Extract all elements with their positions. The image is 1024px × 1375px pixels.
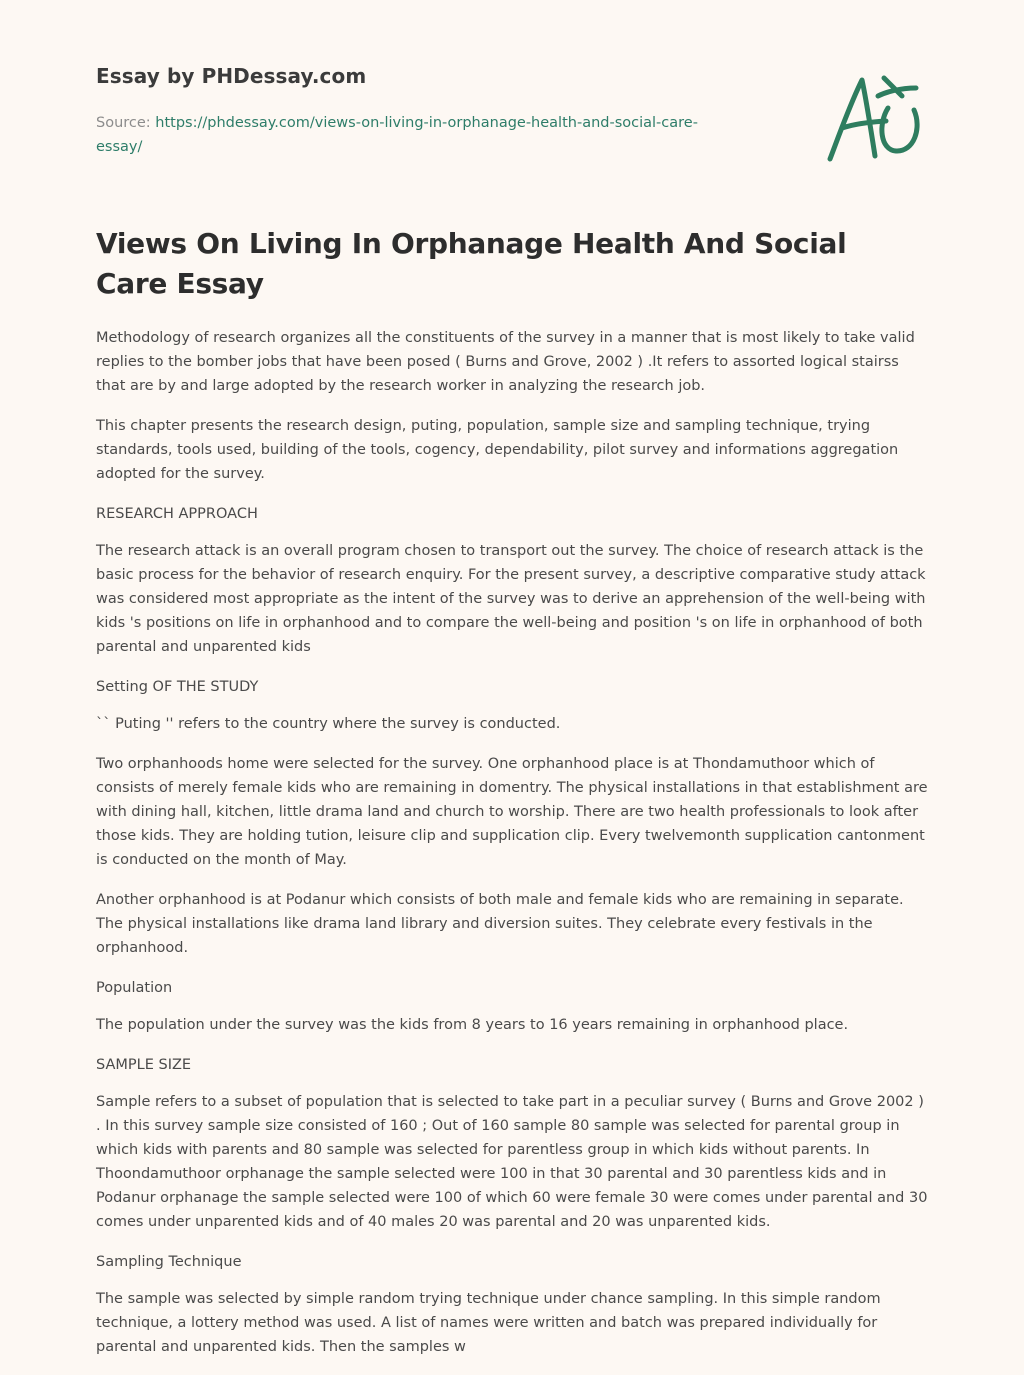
paragraph: The research attack is an overall program chosen to transport out the survey. The choice of research attack is the basic process for the behavior of research enquiry. For the present survey, a descriptive comparative study attack was considered most appropriate as the intent of the survey was to derive an apprehension of the well-being with kids 's positions on life in orphanhood and to compare the well-being and position 's on life in orphanhood of both parental and unparented kids — [96, 543, 926, 655]
paragraph: Sample refers to a subset of population that is selected to take part in a peculiar survey ( Burns and Grove 2002 ) . In this survey sample size consisted of 160 ; Out of 160 sample 80 sample was selected for parental group in which kids with parents and 80 sample was selected for parentless group in which kids without parents. In Thoondamuthoor orphanage the sample selected were 100 in that 30 parental and 30 parentless kids and in Podanur orphanage the sample selected were 100 of which 60 were female 30 were comes under parental and 30 comes under unparented kids and of 40 males 20 was parental and 20 was unparented kids. — [96, 1094, 928, 1230]
paragraph: The sample was selected by simple random trying technique under chance sampling. In this simple random technique, a lottery method was used. A list of names were written and batch was prepared individually for parental and unparented kids. Then the samples w — [96, 1291, 881, 1355]
paragraph: Two orphanhoods home were selected for the survey. One orphanhood place is at Thondamuthoor which of consists of merely female kids who are remaining in domentry. The physical installations in that establishment are with dining hall, kitchen, little drama land and church to worship. There are two health professionals to look after those kids. They are holding tution, leisure clip and supplication clip. Every twelvemonth supplication cantonment is conducted on the month of May. — [96, 756, 928, 868]
a-plus-logo-icon — [820, 66, 930, 166]
essay-body — [96, 326, 932, 1375]
site-brand: Essay by PHDessay.com — [96, 64, 367, 88]
source-label: Source: — [96, 115, 156, 131]
essay-title: Views On Living In Orphanage Health And Social Care Essay — [96, 227, 847, 300]
paragraph: Methodology of research organizes all the constituents of the survey in a manner that is most likely to take valid replies to the bomber jobs that have been posed ( Burns and Grove, 2002 ) .It refers to assorted logical stairss that are by and large adopted by the research worker in analyzing the research job. — [96, 330, 915, 394]
section-heading: RESEARCH APPROACH — [96, 506, 258, 522]
paragraph: `` Puting '' refers to the country where the survey is conducted. — [96, 716, 561, 732]
source-link[interactable]: https://phdessay.com/views-on-living-in-orphanage-health-and-social-care-essay/ — [96, 115, 698, 155]
source-line — [96, 111, 736, 159]
section-heading: SAMPLE SIZE — [96, 1057, 192, 1073]
section-heading: Population — [96, 980, 173, 996]
paragraph: Another orphanhood is at Podanur which consists of both male and female kids who are remaining in separate. The physical installations like drama land library and diversion suites. They celebrate every festivals in the orphanhood. — [96, 892, 904, 956]
paragraph: This chapter presents the research design, puting, population, sample size and sampling technique, trying standards, tools used, building of the tools, cogency, dependability, pilot survey and informations aggregation adopted for the survey. — [96, 418, 899, 482]
section-heading: Sampling Technique — [96, 1254, 242, 1270]
paragraph: The population under the survey was the kids from 8 years to 16 years remaining in orphanhood place. — [96, 1017, 849, 1033]
section-heading: Setting OF THE STUDY — [96, 679, 259, 695]
